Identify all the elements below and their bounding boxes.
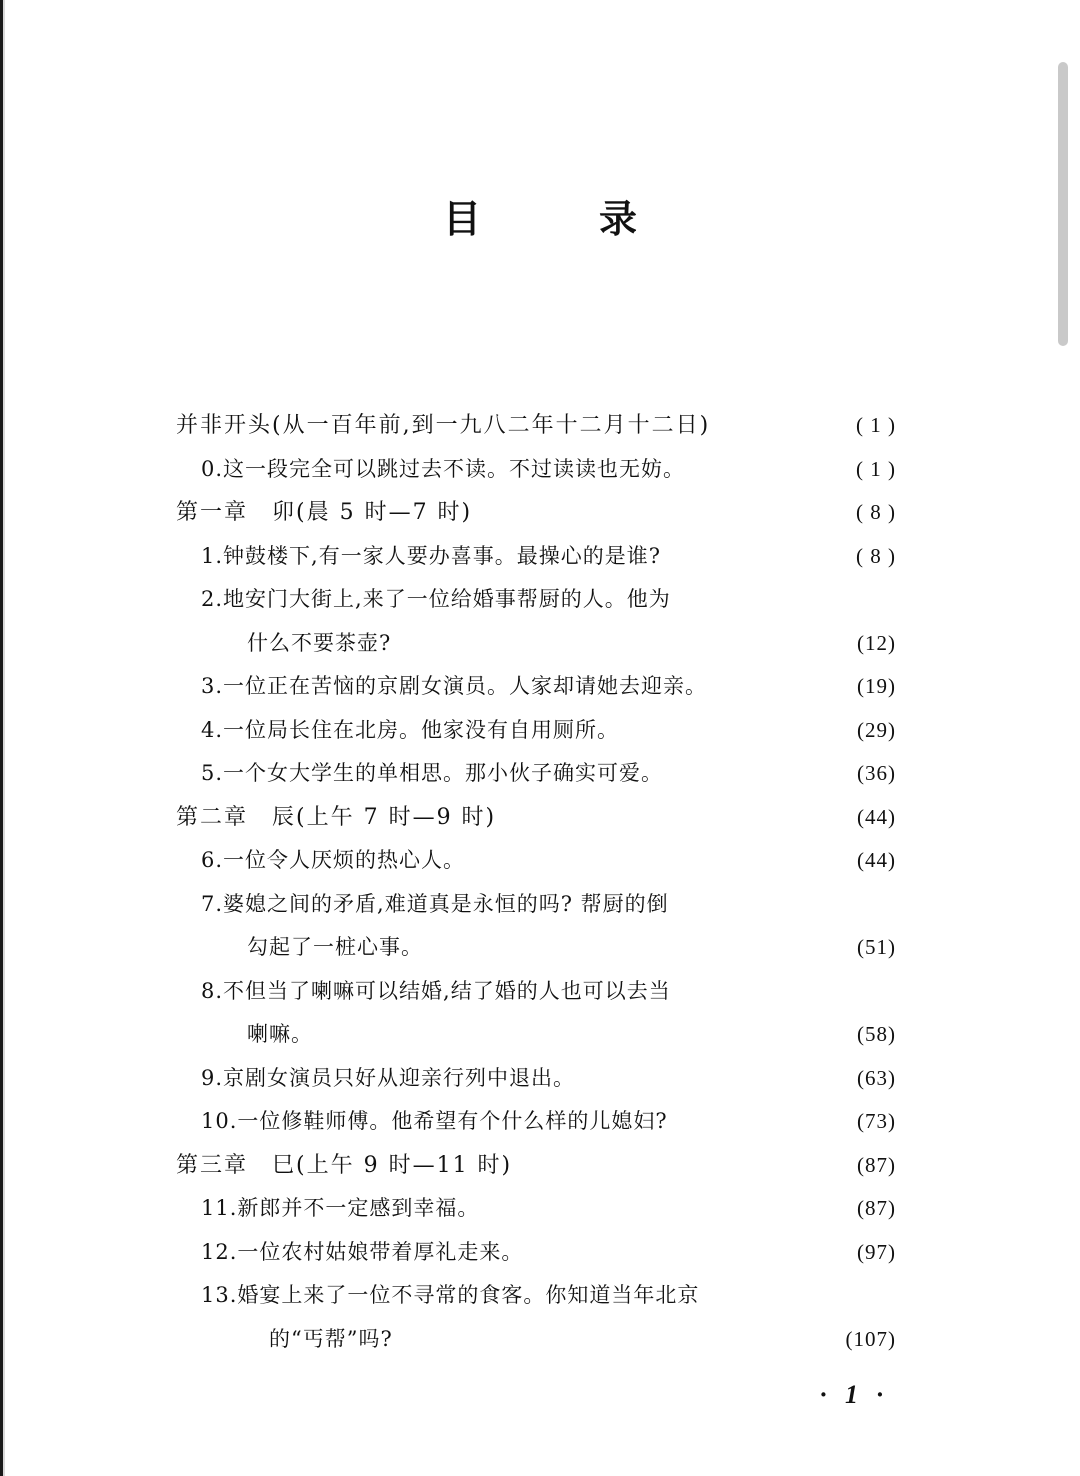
toc-page-number: ( 1 ) (856, 413, 896, 437)
toc-chapter-row[interactable] (0, 491, 1080, 535)
toc-entry-row[interactable] (0, 1013, 1080, 1057)
page-number: · 1 · (820, 1380, 889, 1409)
toc-entry-row[interactable] (0, 578, 1080, 622)
toc-entry-row[interactable] (0, 839, 1080, 883)
toc-entry-title: 11.新郎并不一定感到幸福。 (201, 1196, 480, 1220)
toc-entry-title: 第二章 辰(上午 7 时—9 时) (176, 804, 497, 830)
toc-entry-title: 10.一位修鞋师傅。他希望有个什么样的儿媳妇? (201, 1109, 668, 1133)
toc-entry-row[interactable] (0, 1187, 1080, 1231)
toc-entry-title: 0.这一段完全可以跳过去不读。不过读读也无妨。 (201, 456, 686, 481)
toc-entry-title: 勾起了一桩心事。 (247, 935, 423, 959)
toc-page-number: (29) (857, 717, 896, 742)
toc-entry-title: 1.钟鼓楼下,有一家人要办喜事。最操心的是谁? (201, 543, 661, 568)
toc-page-number: (44) (857, 848, 896, 872)
toc-entry-title: 8.不但当了喇嘛可以结婚,结了婚的人也可以去当 (201, 978, 671, 1003)
toc-entry-row[interactable] (0, 448, 1080, 492)
toc-page-number: (44) (857, 804, 896, 829)
toc-entry-row[interactable] (0, 883, 1080, 927)
title-char-1: 目 (442, 197, 481, 241)
toc-entry-row[interactable] (0, 926, 1080, 970)
toc-entry-title: 第三章 巳(上午 9 时—11 时) (176, 1152, 513, 1178)
toc-entry-row[interactable] (0, 665, 1080, 709)
toc-entry-title: 6.一位令人厌烦的热心人。 (201, 848, 466, 872)
toc-page-number: (63) (857, 1065, 896, 1090)
title-char-2: 录 (599, 197, 638, 241)
toc-entry-row[interactable] (0, 535, 1080, 579)
toc-entry-title: 并非开头(从一百年前,到一九八二年十二月十二日) (176, 413, 711, 438)
toc-page-number: (87) (857, 1196, 896, 1220)
toc-entry-title: 7.婆媳之间的矛盾,难道真是永恒的吗? 帮厨的倒 (201, 891, 669, 916)
toc-entry-title: 3.一位正在苦恼的京剧女演员。人家却请她去迎亲。 (201, 674, 708, 698)
toc-entry-title: 什么不要茶壶? (247, 630, 392, 655)
toc-page-number: ( 1 ) (856, 456, 896, 481)
toc-entry-title: 5.一个女大学生的单相思。那小伙子确实可爱。 (201, 761, 664, 785)
toc-entry-row[interactable] (0, 752, 1080, 796)
toc-entry-title: 2.地安门大街上,来了一位给婚事帮厨的人。他为 (201, 587, 671, 611)
toc-entry-row[interactable] (0, 1057, 1080, 1101)
toc-entry-title: 4.一位局长住在北房。他家没有自用厕所。 (201, 717, 620, 742)
toc-entry-title: 喇嘛。 (247, 1022, 313, 1046)
toc-entry-title: 13.婚宴上来了一位不寻常的食客。你知道当年北京 (201, 1283, 700, 1307)
toc-page-number: (12) (857, 630, 896, 655)
toc-entry-title: 9.京剧女演员只好从迎亲行列中退出。 (201, 1065, 576, 1090)
table-of-contents (0, 404, 1080, 1361)
toc-page-number: (51) (857, 935, 896, 959)
toc-chapter-row[interactable] (0, 796, 1080, 840)
toc-chapter-row[interactable] (0, 404, 1080, 448)
toc-entry-row[interactable] (0, 1274, 1080, 1318)
toc-entry-row[interactable] (0, 1100, 1080, 1144)
toc-page-number: (58) (857, 1022, 896, 1046)
toc-entry-row[interactable] (0, 709, 1080, 753)
toc-entry-title: 第一章 卯(晨 5 时—7 时) (176, 500, 473, 525)
toc-page-number: (87) (857, 1152, 896, 1177)
toc-page-number: (36) (857, 761, 896, 785)
toc-entry-row[interactable] (0, 1318, 1080, 1362)
toc-page-number: ( 8 ) (856, 543, 896, 568)
toc-page-number: ( 8 ) (856, 500, 896, 524)
toc-chapter-row[interactable] (0, 1144, 1080, 1188)
toc-entry-title: 的“丐帮”吗? (269, 1326, 393, 1351)
toc-page-number: (19) (857, 674, 896, 698)
toc-page-number: (73) (857, 1109, 896, 1133)
toc-entry-row[interactable] (0, 622, 1080, 666)
toc-page-number: (97) (857, 1239, 896, 1264)
page-title (0, 188, 1080, 243)
toc-entry-row[interactable] (0, 1231, 1080, 1275)
toc-entry-title: 12.一位农村姑娘带着厚礼走来。 (201, 1239, 524, 1264)
toc-entry-row[interactable] (0, 970, 1080, 1014)
toc-page-number: (107) (845, 1326, 896, 1351)
